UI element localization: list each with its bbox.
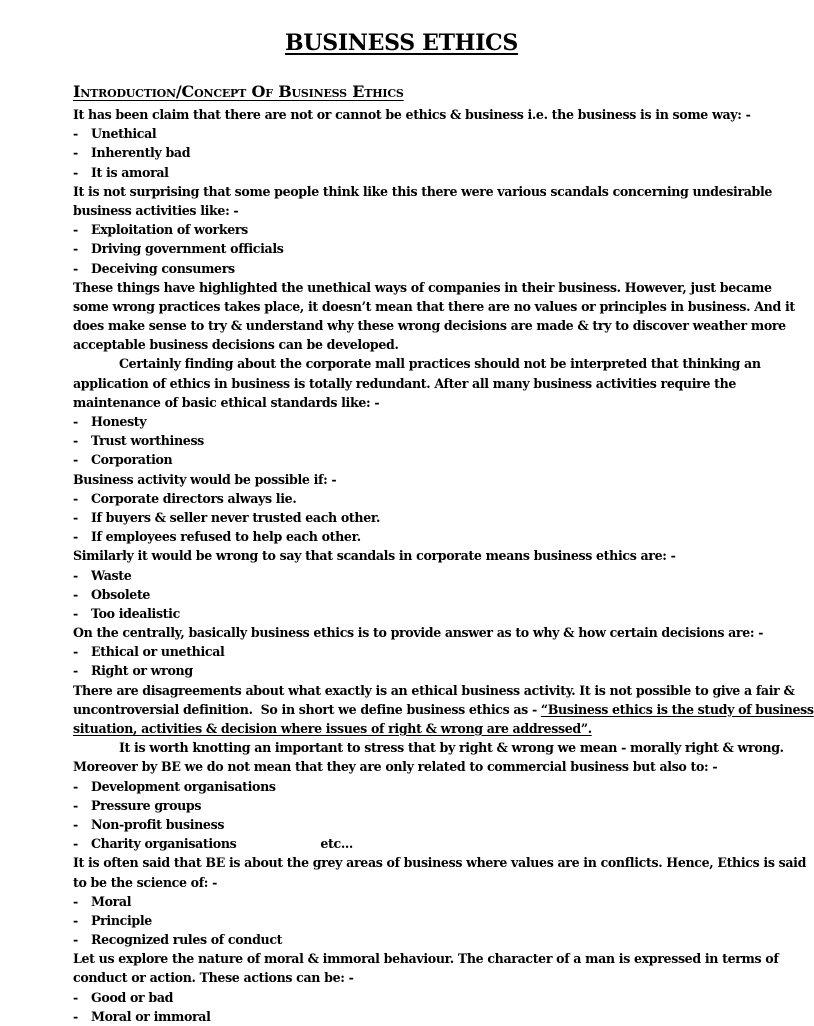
paragraph-line <box>73 873 743 892</box>
line-text: Moreover by BE we do not mean that they are only related to commercial business but also to: - <box>73 759 718 775</box>
bullet-text: Right or wrong <box>91 663 193 679</box>
bullet-dash: - <box>73 1008 78 1024</box>
bullet-item <box>73 431 743 450</box>
bullet-item <box>73 815 743 834</box>
bullet-item <box>73 892 743 911</box>
bullet-item <box>73 163 743 182</box>
bullet-text: Driving government officials <box>91 241 284 257</box>
bullet-text: Unethical <box>91 126 157 142</box>
bullet-dash: - <box>73 241 78 257</box>
bullet-text: Corporate directors always lie. <box>91 490 297 506</box>
line-text: some wrong practices takes place, it doesn’t mean that there are no values or principles in business. And it <box>73 298 795 314</box>
line-text: conduct or action. These actions can be: - <box>73 970 354 986</box>
line-text: uncontroversial definition. So in short we define business ethics as - <box>73 701 541 717</box>
bullet-dash: - <box>73 989 78 1005</box>
bullet-dash: - <box>73 452 78 468</box>
bullet-text: Deceiving consumers <box>91 260 235 276</box>
bullet-dash: - <box>73 529 78 545</box>
line-text: acceptable business decisions can be developed. <box>73 337 399 353</box>
bullet-item <box>73 259 743 278</box>
line-text: maintenance of basic ethical standards like: - <box>73 394 380 410</box>
bullet-dash: - <box>73 164 78 180</box>
bullet-text: If buyers & seller never trusted each other. <box>91 509 381 525</box>
line-text: application of ethics in business is totally redundant. After all many business activities require the <box>73 375 737 391</box>
paragraph-line <box>73 546 743 565</box>
bullet-item <box>73 124 743 143</box>
paragraph-line <box>73 700 814 719</box>
bullet-dash: - <box>73 145 78 161</box>
bullet-item <box>73 143 743 162</box>
paragraph-line <box>73 393 743 412</box>
bullet-item <box>73 604 743 623</box>
line-text: does make sense to try & understand why these wrong decisions are made & try to discover weather more <box>73 318 786 334</box>
bullet-text: Moral <box>91 893 132 909</box>
section-heading: Introduction/Concept Of Business Ethics <box>73 82 404 101</box>
bullet-item <box>73 834 743 853</box>
paragraph-line <box>73 335 743 354</box>
bullet-text: Good or bad <box>91 989 174 1005</box>
bullet-text: Trust worthiness <box>91 433 204 449</box>
bullet-dash: - <box>73 644 78 660</box>
bullet-dash: - <box>73 222 78 238</box>
bullet-text: Non-profit business <box>91 816 225 832</box>
bullet-dash: - <box>73 509 78 525</box>
bullet-text: Charity organisations <box>91 836 237 852</box>
bullet-dash: - <box>73 893 78 909</box>
bullet-item <box>73 489 743 508</box>
bullet-item <box>73 220 743 239</box>
bullet-item <box>73 796 743 815</box>
paragraph-line <box>73 278 772 297</box>
bullet-text: It is amoral <box>91 164 169 180</box>
bullet-dash: - <box>73 586 78 602</box>
paragraph-line <box>73 374 743 393</box>
bullet-text: Ethical or unethical <box>91 644 225 660</box>
line-text: On the centrally, basically business ethics is to provide answer as to why & how certain decisions are: - <box>73 625 764 641</box>
bullet-dash: - <box>73 126 78 142</box>
bullet-dash: - <box>73 414 78 429</box>
bullet-dash: - <box>73 797 78 813</box>
paragraph-line <box>73 316 786 335</box>
bullet-item <box>73 911 743 930</box>
line-text: business activities like: - <box>73 202 239 218</box>
bullet-dash: - <box>73 912 78 928</box>
bullet-item <box>73 1007 743 1026</box>
paragraph-line <box>73 182 773 201</box>
line-text: It is often said that BE is about the grey areas of business where values are in conflicts. Hence, Ethics is said <box>73 855 807 871</box>
definition-underlined-text: “Business ethics is the study of business <box>540 701 814 717</box>
bullet-dash: - <box>73 663 78 679</box>
line-text: Business activity would be possible if: - <box>73 471 337 487</box>
paragraph-line <box>73 105 751 124</box>
bullet-text: Exploitation of workers <box>91 222 248 238</box>
bullet-text: Recognized rules of conduct <box>91 932 283 948</box>
paragraph-line <box>73 681 795 700</box>
bullet-dash: - <box>73 816 78 832</box>
bullet-item <box>73 642 743 661</box>
line-text: It is not surprising that some people think like this there were various scandals concerning undesirable <box>73 183 773 199</box>
paragraph-line <box>73 201 743 220</box>
bullet-dash: - <box>73 932 78 948</box>
bullet-item <box>73 661 743 680</box>
document-title: BUSINESS ETHICS <box>285 30 518 56</box>
bullet-text: Too idealistic <box>91 605 180 621</box>
bullet-dash: - <box>73 778 78 794</box>
indented-paragraph-line <box>73 738 784 757</box>
bullet-text: Corporation <box>91 452 173 468</box>
bullet-text: Obsolete <box>91 586 151 602</box>
bullet-text: Moral or immoral <box>91 1008 211 1024</box>
line-text: Similarly it would be wrong to say that scandals in corporate means business ethics are: - <box>73 548 676 564</box>
bullet-text: Honesty <box>91 414 147 429</box>
bullet-dash: - <box>73 836 78 852</box>
bullet-item <box>73 239 743 258</box>
definition-underlined-text: situation, activities & decision where issues of right & wrong are addressed”. <box>73 721 592 736</box>
paragraph-line <box>73 297 795 316</box>
bullet-dash: - <box>73 433 78 449</box>
paragraph-line <box>73 853 807 872</box>
bullet-text: Principle <box>91 912 152 928</box>
line-text: There are disagreements about what exactly is an ethical business activity. It is not possible to give a fair & <box>73 682 795 698</box>
indented-paragraph-line <box>73 354 761 373</box>
bullet-item <box>73 412 743 431</box>
bullet-item <box>73 988 743 1007</box>
bullet-dash: - <box>73 605 78 621</box>
bullet-dash: - <box>73 567 78 583</box>
line-text: It is worth knotting an important to stress that by right & wrong we mean - morally right & wrong. <box>119 740 784 756</box>
paragraph-line <box>73 757 743 776</box>
line-text: Certainly finding about the corporate mall practices should not be interpreted that thinking an <box>119 356 761 372</box>
bullet-dash: - <box>73 260 78 276</box>
bullet-text: Inherently bad <box>91 145 191 161</box>
line-text: These things have highlighted the unethical ways of companies in their business. However, just became <box>73 279 772 295</box>
line-text: Let us explore the nature of moral & immoral behaviour. The character of a man is expressed in terms of <box>73 951 779 967</box>
paragraph-line <box>73 949 779 968</box>
bullet-text: If employees refused to help each other. <box>91 529 361 545</box>
bullet-item <box>73 585 743 604</box>
bullet-item <box>73 508 743 527</box>
bullet-suffix: etc... <box>320 836 353 852</box>
paragraph-line <box>73 623 764 642</box>
bullet-item <box>73 930 743 949</box>
bullet-text: Waste <box>91 567 132 583</box>
bullet-item <box>73 450 743 469</box>
line-text: It has been claim that there are not or cannot be ethics & business i.e. the business is in some way: - <box>73 107 751 122</box>
paragraph-line <box>73 470 743 489</box>
line-text: to be the science of: - <box>73 874 217 890</box>
bullet-dash: - <box>73 490 78 506</box>
bullet-item <box>73 777 743 796</box>
bullet-item <box>73 527 743 546</box>
paragraph-line <box>73 719 743 738</box>
bullet-text: Pressure groups <box>91 797 202 813</box>
document-body <box>73 105 814 1026</box>
bullet-text: Development organisations <box>91 778 276 794</box>
paragraph-line <box>73 968 743 987</box>
bullet-item <box>73 566 743 585</box>
